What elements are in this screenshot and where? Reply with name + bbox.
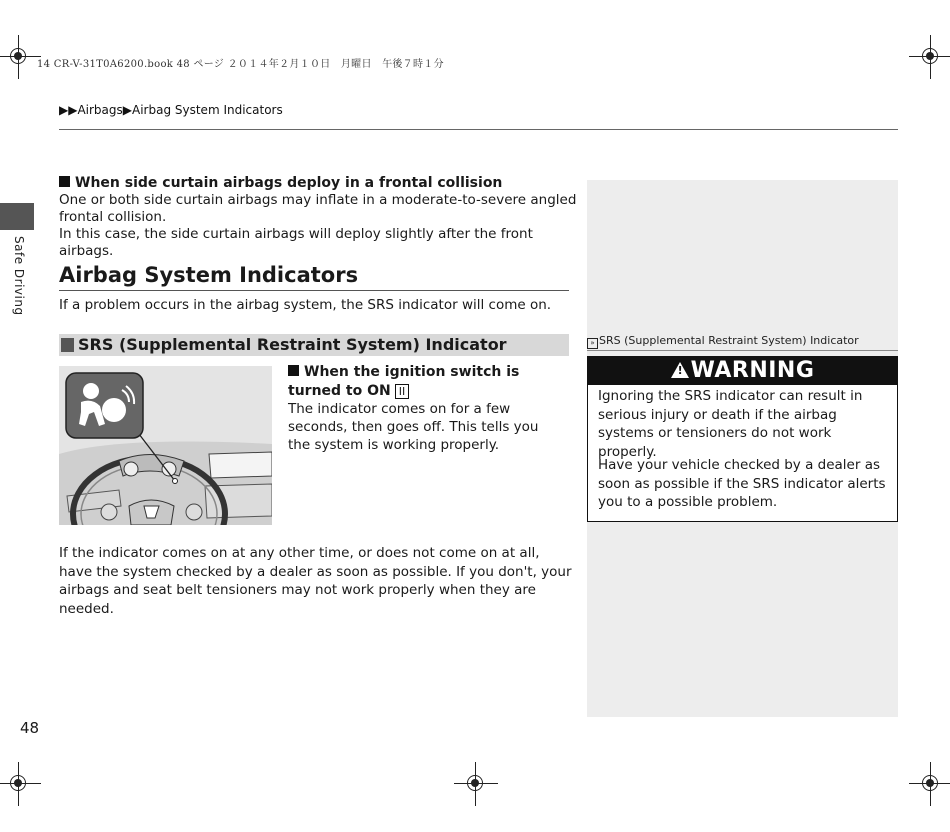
warning-paragraph-1: Ignoring the SRS indicator can result in serious injury or death if the airbag systems or tensioners do not work properly. (598, 388, 863, 460)
side-curtain-text (59, 192, 579, 260)
section-title: Airbag System Indicators (59, 263, 359, 287)
srs-dashboard-image (59, 366, 272, 525)
indicator-warning-text: If the indicator comes on at any other time, or does not come on at all, have the system checked by a dealer as soon as possible. If you don't, your airbags and seat belt tensioners may not work properly when they are needed. (59, 545, 572, 617)
crop-mark-bottom-left (0, 762, 41, 806)
page-number: 48 (20, 719, 40, 737)
header-divider (59, 129, 898, 130)
ignition-on-symbol: II (395, 384, 410, 399)
crop-mark-top-left (0, 35, 41, 79)
side-curtain-line2: In this case, the side curtain airbags will deploy slightly after the front airbags. (59, 226, 533, 259)
reference-arrow-icon: » (587, 338, 598, 349)
crop-mark-bottom-center (454, 762, 498, 806)
side-curtain-line1: One or both side curtain airbags may inflate in a moderate-to-severe angled frontal collision. (59, 192, 577, 225)
sidebar-reference-label: » SRS (Supplemental Restraint System) Indicator (587, 334, 859, 349)
ignition-text: The indicator comes on for a few seconds, then goes off. This tells you the system is working properly. (288, 401, 539, 453)
section-title-rule (59, 290, 569, 291)
side-tab-marker (0, 203, 34, 230)
crop-mark-bottom-right (909, 762, 950, 806)
breadcrumb: ▶▶Airbags▶Airbag System Indicators (59, 103, 283, 117)
crop-mark-top-right (909, 35, 950, 79)
warning-header: ! WARNING (588, 357, 897, 385)
srs-heading-marker (61, 338, 74, 352)
warning-paragraph-2: Have your vehicle checked by a dealer as soon as possible if the SRS indicator alerts you to a possible problem. (598, 457, 886, 510)
intro-text: If a problem occurs in the airbag system, the SRS indicator will come on. (59, 297, 552, 313)
srs-heading: SRS (Supplemental Restraint System) Indicator (78, 335, 507, 354)
dashboard-illustration (59, 366, 272, 525)
print-header: 14 CR-V-31T0A6200.book 48 ページ ２０１４年２月１０日 月曜日 午後７時１分 (37, 59, 444, 70)
bullet-square-icon (288, 365, 299, 376)
ignition-heading: When the ignition switch is turned to ON II (288, 364, 520, 399)
sidebar-rule (587, 350, 898, 351)
side-tab-label: Safe Driving (12, 236, 26, 316)
bullet-square-icon (59, 176, 70, 187)
warning-triangle-icon: ! (671, 362, 689, 378)
side-curtain-heading: When side curtain airbags deploy in a frontal collision (59, 175, 502, 191)
